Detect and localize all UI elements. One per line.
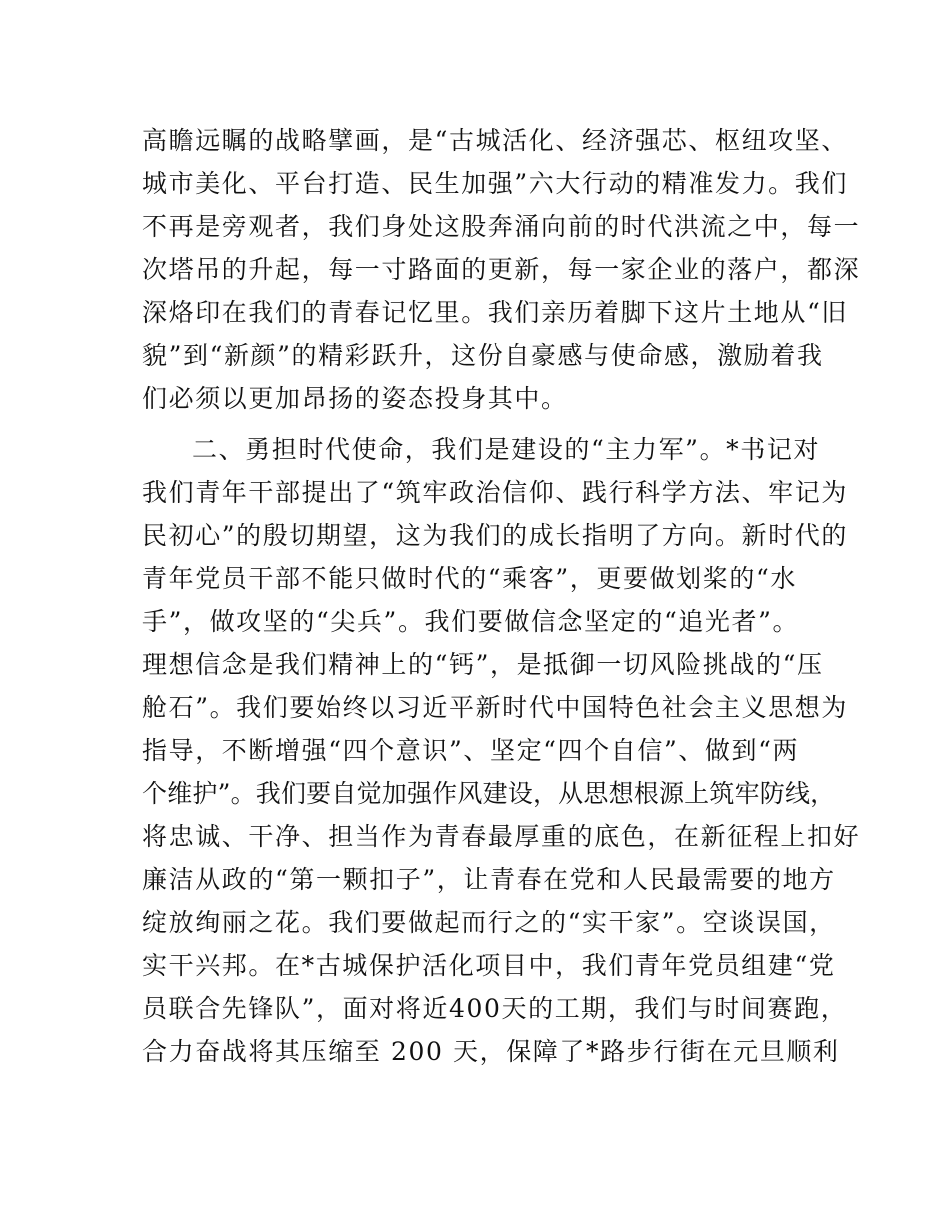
text-line-21: 员联合先锋队”，面对将近400天的工期，我们与时间赛跑， bbox=[142, 994, 848, 1023]
text-line-14: 舱石”。我们要始终以习近平新时代中国特色社会主义思想为 bbox=[142, 693, 848, 722]
text-line-18: 廉洁从政的“第一颗扣子”，让青春在党和人民最需要的地方 bbox=[142, 865, 836, 894]
text-line-11: 青年党员干部不能只做时代的“乘客”，更要做划桨的“水 bbox=[142, 564, 797, 593]
text-line-2: 城市美化、平台打造、民生加强”六大行动的精准发力。我们 bbox=[142, 169, 848, 198]
text-line-5: 深烙印在我们的青春记忆里。我们亲历着脚下这片土地从“旧 bbox=[142, 298, 848, 327]
text-line-9: 我们青年干部提出了“筑牢政治信仰、践行科学方法、牢记为 bbox=[142, 478, 848, 507]
text-line-20: 实干兴邦。在*古城保护活化项目中，我们青年党员组建“党 bbox=[142, 951, 836, 980]
text-line-15: 指导，不断增强“四个意识”、坚定“四个自信”、做到“两 bbox=[142, 736, 800, 765]
text-line-22: 合力奋战将其压缩至 200 天，保障了*路步行街在元旦顺利 bbox=[142, 1037, 840, 1066]
text-line-7: 们必须以更加昂扬的姿态投身其中。 bbox=[142, 384, 568, 413]
text-line-6: 貌”到“新颜”的精彩跃升，这份自豪感与使命感，激励着我 bbox=[142, 341, 824, 370]
paragraph-heading-line: 二、勇担时代使命，我们是建设的“主力军”。*书记对 bbox=[192, 435, 821, 464]
text-line-1: 高瞻远瞩的战略擘画，是“古城活化、经济强芯、枢纽攻坚、 bbox=[142, 126, 848, 155]
text-line-17: 将忠诚、干净、担当作为青春最厚重的底色，在新征程上扣好 bbox=[142, 822, 861, 851]
text-line-13: 理想信念是我们精神上的“钙”，是抵御一切风险挑战的“压 bbox=[142, 650, 824, 679]
text-line-16: 个维护”。我们要自觉加强作风建设，从思想根源上筑牢防线， bbox=[142, 779, 836, 808]
text-line-3: 不再是旁观者，我们身处这股奔涌向前的时代洪流之中，每一 bbox=[142, 212, 861, 241]
text-line-10: 民初心”的殷切期望，这为我们的成长指明了方向。新时代的 bbox=[142, 521, 848, 550]
text-line-12: 手”，做攻坚的“尖兵”。我们要做信念坚定的“追光者”。 bbox=[142, 607, 800, 636]
text-line-19: 绽放绚丽之花。我们要做起而行之的“实干家”。空谈误国， bbox=[142, 908, 836, 937]
text-line-4: 次塔吊的升起，每一寸路面的更新，每一家企业的落户，都深 bbox=[142, 255, 861, 284]
